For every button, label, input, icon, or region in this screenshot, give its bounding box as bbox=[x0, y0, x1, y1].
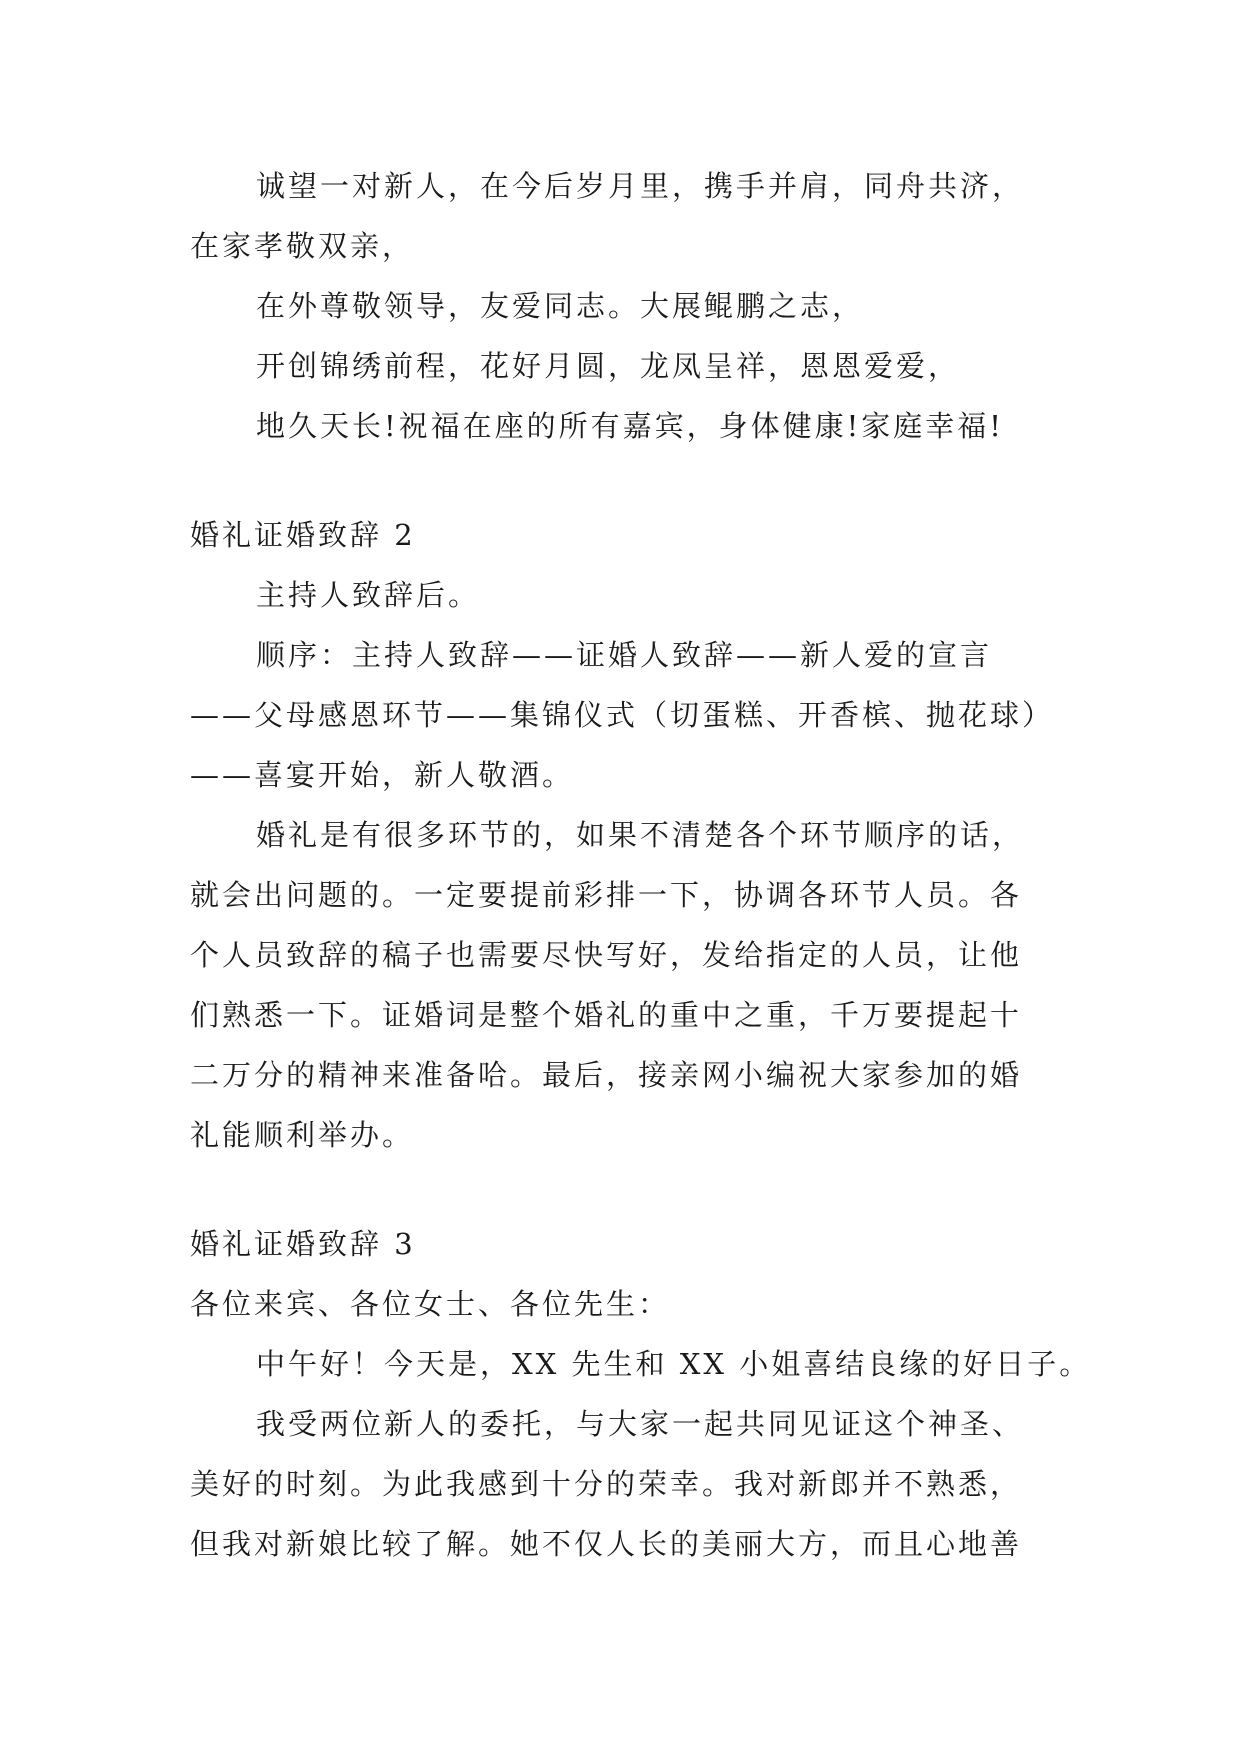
paragraph-line: 地久天长!祝福在座的所有嘉宾，身体健康!家庭幸福! bbox=[256, 409, 1004, 443]
paragraph-line: 们熟悉一下。证婚词是整个婚礼的重中之重，千万要提起十 bbox=[190, 998, 1023, 1032]
paragraph-line: 开创锦绣前程，花好月圆，龙凤呈祥，恩恩爱爱， bbox=[256, 349, 961, 383]
paragraph-line: 我受两位新人的委托，与大家一起共同见证这个神圣、 bbox=[256, 1407, 1025, 1441]
paragraph-line: ——喜宴开始，新人敬酒。 bbox=[190, 758, 575, 792]
paragraph-line: 顺序：主持人致辞——证婚人致辞——新人爱的宣言 bbox=[256, 638, 993, 672]
paragraph-line: 礼能顺利举办。 bbox=[190, 1118, 415, 1152]
section-heading: 婚礼证婚致辞 3 bbox=[190, 1227, 416, 1261]
paragraph-line: 主持人致辞后。 bbox=[256, 578, 481, 612]
paragraph-line: 各位来宾、各位女士、各位先生： bbox=[190, 1287, 671, 1321]
paragraph-line: 二万分的精神来准备哈。最后，接亲网小编祝大家参加的婚 bbox=[190, 1058, 1023, 1092]
paragraph-line: 诚望一对新人，在今后岁月里，携手并肩，同舟共济， bbox=[256, 169, 1025, 203]
paragraph-line: 美好的时刻。为此我感到十分的荣幸。我对新郎并不熟悉， bbox=[190, 1467, 1023, 1501]
section-heading: 婚礼证婚致辞 2 bbox=[190, 518, 416, 552]
paragraph-line: 中午好！今天是，XX 先生和 XX 小姐喜结良缘的好日子。 bbox=[256, 1347, 1092, 1381]
paragraph-line: 但我对新娘比较了解。她不仅人长的美丽大方，而且心地善 bbox=[190, 1527, 1023, 1561]
paragraph-line: 在家孝敬双亲， bbox=[190, 229, 415, 263]
paragraph-line: 在外尊敬领导，友爱同志。大展鲲鹏之志， bbox=[256, 289, 865, 323]
paragraph-line: ——父母感恩环节——集锦仪式（切蛋糕、开香槟、抛花球） bbox=[190, 698, 1055, 732]
paragraph-line: 婚礼是有很多环节的，如果不清楚各个环节顺序的话， bbox=[256, 818, 1025, 852]
paragraph-line: 个人员致辞的稿子也需要尽快写好，发给指定的人员，让他 bbox=[190, 938, 1023, 972]
paragraph-line: 就会出问题的。一定要提前彩排一下，协调各环节人员。各 bbox=[190, 878, 1023, 912]
